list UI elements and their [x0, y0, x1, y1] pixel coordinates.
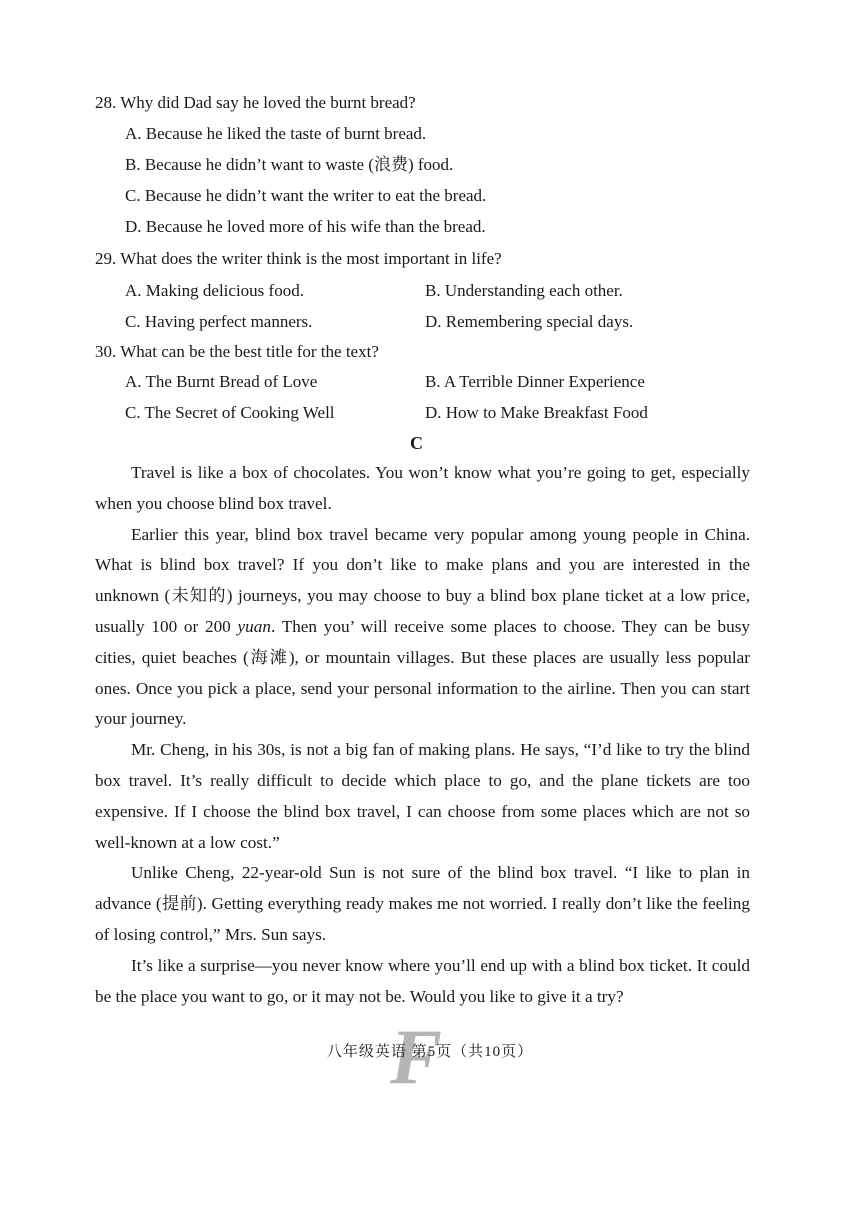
section-c-heading: C [410, 433, 423, 453]
question-29-option-a: A. Making delicious food. [125, 281, 304, 300]
passage-paragraph-3: Mr. Cheng, in his 30s, is not a big fan of making plans. He says, “I’d like to try the blind box travel. It’s really difficult to decide which place to go, and the plane tickets are too expensive. If I choose the blind box travel, I can choose from some places which are not so well-known at a low cost.” [95, 740, 750, 852]
question-28-option-d: D. Because he loved more of his wife than the bread. [125, 217, 486, 236]
question-28-option-c: C. Because he didn’t want the writer to eat the bread. [125, 186, 487, 205]
question-29-option-c: C. Having perfect manners. [125, 312, 313, 331]
question-30-option-b: B. A Terrible Dinner Experience [425, 372, 645, 391]
passage-paragraph-5: It’s like a surprise—you never know where you’ll end up with a blind box ticket. It could be the place you want to go, or it may not be. Would you like to give it a try? [95, 955, 750, 1006]
passage-paragraph-4: Unlike Cheng, 22-year-old Sun is not sure of the blind box travel. “I like to plan in advance (提前). Getting everything ready makes me not worried. I really don’t like the feeling of losing control,” Mrs. Sun says. [95, 863, 750, 944]
question-30-option-d: D. How to Make Breakfast Food [425, 403, 648, 422]
question-30-stem: 30. What can be the best title for the text? [95, 342, 379, 361]
question-30-option-c: C. The Secret of Cooking Well [125, 403, 335, 422]
question-29-stem: 29. What does the writer think is the most important in life? [95, 249, 502, 268]
passage-paragraph-2: Earlier this year, blind box travel became very popular among young people in China. What is blind box travel? If you don’t like to make plans and you are interested in the unknown (未知的) journeys, you may choose to buy a blind box plane ticket at a low price, usually 100 or 200 yuan. Then you’ will receive some places to choose. They can be busy cities, quiet beaches (海滩), or mountain villages. But these places are usually less popular ones. Once you pick a place, send your personal information to the airline. Then you can start your journey. [95, 524, 750, 729]
question-29-option-d: D. Remembering special days. [425, 312, 634, 331]
question-28-stem: 28. Why did Dad say he loved the burnt bread? [95, 93, 416, 112]
watermark-letter: F [390, 1013, 443, 1100]
question-28-option-a: A. Because he liked the taste of burnt bread. [125, 124, 427, 143]
passage-c [95, 458, 750, 1012]
question-28-option-b: B. Because he didn’t want to waste (浪费) food. [125, 155, 454, 174]
question-29-option-b: B. Understanding each other. [425, 281, 623, 300]
question-30-option-a: A. The Burnt Bread of Love [125, 372, 318, 391]
page-footer: 八年级英语 第5页（共10页） [326, 1044, 534, 1060]
passage-paragraph-1: Travel is like a box of chocolates. You won’t know what you’re going to get, especially when you choose blind box travel. [95, 463, 750, 513]
